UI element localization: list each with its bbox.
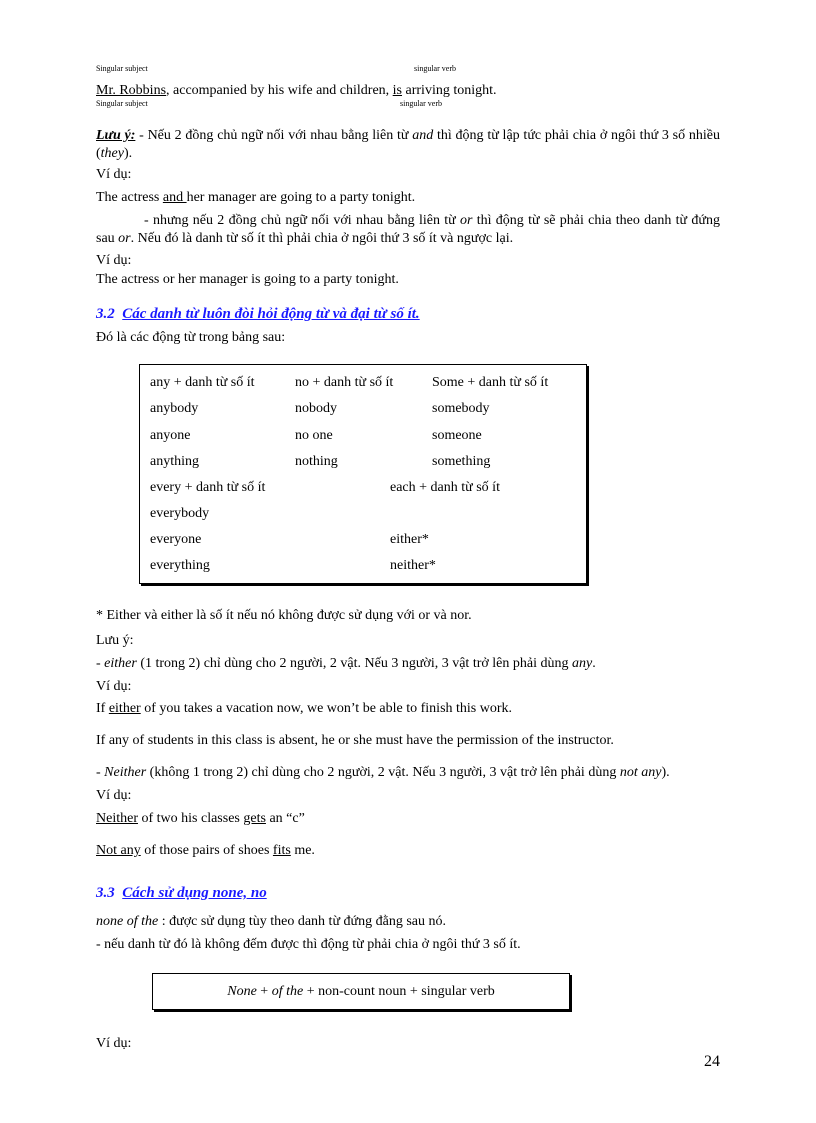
example-subject: Mr. Robbins	[96, 83, 167, 98]
table-cell: anyone	[150, 428, 191, 443]
ex6-a: of those pairs of shoes	[140, 843, 273, 858]
ex3-b: of you takes a vacation now, we won’t be able to finish this work.	[140, 701, 513, 716]
table-cell: somebody	[432, 401, 490, 416]
note-they: they	[100, 146, 124, 161]
ex6-notany: Not any	[96, 843, 141, 858]
section-intro: Đó là các động từ trong bảng sau:	[96, 330, 286, 345]
page-number: 24	[704, 1053, 720, 1070]
section-number: 3.2	[96, 306, 115, 322]
note-text-a: - Nếu 2 đồng chủ ngữ nối với nhau bằng liên từ	[135, 128, 413, 143]
note2-or2: or	[118, 231, 131, 246]
notany-word: not any	[619, 765, 662, 780]
section-number: 3.3	[96, 885, 115, 901]
example-middle: , accompanied by his wife and children,	[166, 83, 390, 98]
label-singular-verb: singular verb	[414, 64, 456, 73]
ex3-either: either	[108, 701, 141, 716]
example-verb: is	[392, 83, 403, 98]
table-cell: everybody	[150, 506, 210, 521]
table-cell: nobody	[295, 401, 337, 416]
dash: -	[96, 765, 105, 780]
table-cell: someone	[432, 428, 482, 443]
table-cell: Some + danh từ số ít	[432, 375, 549, 390]
vidu-label-3: Ví dụ:	[96, 679, 132, 694]
example-neither	[96, 811, 305, 827]
table-cell: anybody	[150, 401, 199, 416]
footnote: * Either và either là số ít nếu nó không được sử dụng với or và nor.	[96, 608, 472, 623]
vidu-label-2: Ví dụ:	[96, 253, 132, 268]
singular-nouns-table	[139, 364, 587, 584]
table-cell: nothing	[295, 454, 338, 469]
ex5-gets: gets	[243, 811, 266, 826]
none-text: : được sử dụng tùy theo danh từ đứng đằng sau nó.	[158, 914, 446, 929]
neither-text: (không 1 trong 2) chỉ dùng cho 2 người, 2 vật. Nếu 3 người, 3 vật trở lên phải dùng	[146, 765, 620, 780]
neither-note	[96, 765, 670, 781]
vidu-label-5: Ví dụ:	[96, 1036, 132, 1051]
table-cell: no one	[295, 428, 333, 443]
vidu-label: Ví dụ:	[96, 167, 132, 182]
example-actress-and	[96, 190, 415, 206]
note-and-rule	[96, 127, 720, 163]
ex1-a: The actress	[96, 190, 163, 205]
ex1-b: her manager are going to a party tonight.	[186, 190, 416, 205]
note2-text-c: . Nếu đó là danh từ số ít thì phải chia ở ngôi thứ 3 số ít và ngược lại.	[130, 231, 514, 246]
ex5-neither: Neither	[96, 811, 138, 826]
section-title: Các danh từ luôn đòi hỏi động từ và đại từ số ít.	[122, 306, 420, 322]
either-text: (1 trong 2) chỉ dùng cho 2 người, 2 vật. Nếu 3 người, 3 vật trở lên phải dùng	[136, 656, 572, 671]
example-any: If any of students in this class is absent, he or she must have the permission of the instructor.	[96, 733, 614, 748]
neither-word: Neither	[104, 765, 147, 780]
either-word: either	[104, 656, 137, 671]
formula-plus: +	[256, 984, 272, 999]
table-cell: something	[432, 454, 491, 469]
table-cell: neither*	[390, 558, 436, 573]
formula-none: None	[227, 984, 257, 999]
example-robbins	[96, 83, 497, 99]
formula-rest: + non-count noun + singular verb	[303, 984, 495, 999]
table-cell: no + danh từ số ít	[295, 375, 394, 390]
table-cell: every + danh từ số ít	[150, 480, 266, 495]
note2-or: or	[460, 213, 473, 228]
ex5-b: an “c”	[265, 811, 305, 826]
table-cell: everything	[150, 558, 210, 573]
section-heading-3-2	[96, 306, 420, 323]
example-actress-or: The actress or her manager is going to a party tonight.	[96, 272, 399, 287]
formula-of-the: of the	[271, 984, 304, 999]
none-of-the-line	[96, 914, 446, 930]
table-cell: each + danh từ số ít	[390, 480, 500, 495]
ex3-a: If	[96, 701, 109, 716]
table-cell: any + danh từ số ít	[150, 375, 255, 390]
ex5-a: of two his classes	[137, 811, 244, 826]
any-word: any	[571, 656, 593, 671]
either-end: .	[592, 656, 596, 671]
table-cell: everyone	[150, 532, 202, 547]
dash: -	[96, 656, 105, 671]
example-not-any	[96, 843, 315, 859]
table-cell: anything	[150, 454, 199, 469]
note-text-b: thì động từ lập tức phải chia ở ngôi thứ 3 số nhiều (	[96, 128, 721, 161]
note2-text-a: - nhưng nếu 2 đồng chủ ngữ nối với nhau bằng liên từ	[144, 213, 460, 228]
none-rule: - nếu danh từ đó là không đếm được thì động từ phải chia ở ngôi thứ 3 số ít.	[96, 937, 521, 952]
either-note	[96, 656, 596, 672]
ex1-and: and	[162, 190, 187, 205]
label-singular-subject: Singular subject	[96, 64, 148, 73]
none-of-the: none of the	[96, 914, 159, 929]
ex6-fits: fits	[272, 843, 291, 858]
note-and: and	[412, 128, 434, 143]
ex6-b: me.	[290, 843, 315, 858]
label-singular-subject-2: Singular subject	[96, 99, 148, 108]
formula-box	[152, 973, 570, 1010]
vidu-label-4: Ví dụ:	[96, 788, 132, 803]
note2-text-b: thì động từ sẽ phải chia theo danh từ đứng sau	[96, 213, 720, 246]
note-label: Lưu ý:	[96, 128, 136, 143]
section-title: Cách sử dụng none, no	[122, 885, 267, 901]
note-text-c: ).	[124, 146, 133, 161]
example-end: arriving tonight.	[402, 83, 497, 98]
luu-y-label: Lưu ý:	[96, 633, 134, 648]
note-or-rule	[96, 212, 720, 248]
example-either	[96, 701, 512, 717]
label-singular-verb-2: singular verb	[400, 99, 442, 108]
section-heading-3-3	[96, 885, 267, 902]
table-cell: either*	[390, 532, 429, 547]
neither-end: ).	[661, 765, 670, 780]
